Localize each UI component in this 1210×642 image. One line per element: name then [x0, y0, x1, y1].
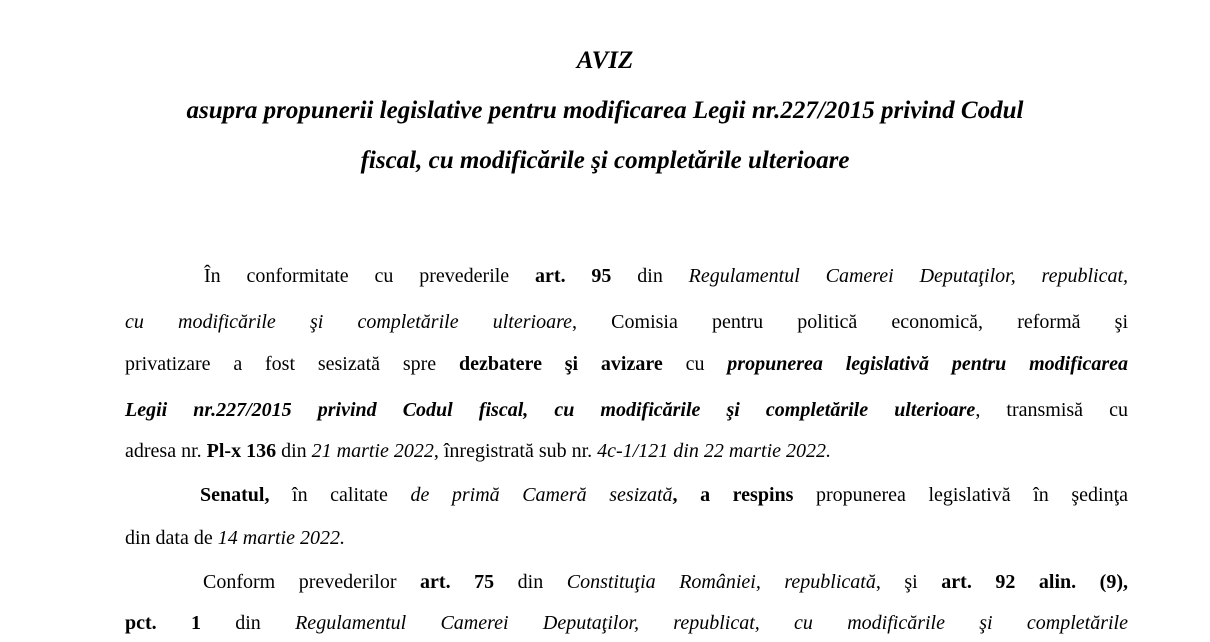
emphasis: dezbatere şi avizare: [459, 353, 663, 375]
text-segment: propunerea legislativă în şedinţa: [793, 484, 1128, 506]
text-segment: din: [200, 612, 296, 634]
text-segment: din: [276, 440, 312, 462]
text-segment: din: [494, 571, 567, 593]
text-segment: cu: [662, 353, 728, 375]
regulation-reference: cu modificările şi completările ulterioare: [125, 311, 572, 333]
emphasis: , a respins: [672, 484, 794, 506]
emphasis: Senatul,: [200, 484, 270, 506]
text-segment: din: [611, 265, 689, 287]
paragraph-1-line-5: [125, 439, 1128, 463]
date: 14 martie 2022.: [217, 527, 345, 549]
document-subtitle-line-2: fiscal, cu modificările şi completările ulterioare: [360, 147, 850, 174]
regulation-reference: Regulamentul Camerei Deputaţilor, republicat, cu modificările şi completările: [295, 612, 1128, 634]
paragraph-1-line-2: [125, 310, 1128, 334]
date: 21 martie 2022: [311, 440, 434, 462]
paragraph-2-line-2: [125, 526, 1128, 550]
paragraph-2-line-1: [200, 483, 1128, 507]
paragraph-1-line-1: [204, 264, 1128, 288]
paragraph-3-line-1: [203, 570, 1128, 594]
regulation-reference: Regulamentul Camerei Deputaţilor, republicat,: [688, 265, 1128, 287]
text-segment: Conform prevederilor: [203, 571, 421, 593]
document-title: AVIZ: [576, 47, 634, 74]
emphasis: de primă Cameră sesizată: [410, 484, 673, 506]
text-segment: , înregistrată sub nr.: [433, 440, 598, 462]
proposal-title: propunerea legislativă pentru modificarea: [727, 353, 1128, 375]
constitution-reference: Constituţia României, republicată: [566, 571, 876, 593]
article-reference: art. 95: [535, 265, 612, 287]
registration-number: 4c-1/121 din 22 martie 2022.: [597, 440, 832, 462]
text-segment: privatizare a fost sesizată spre: [125, 353, 460, 375]
article-reference: art. 92 alin. (9),: [941, 571, 1128, 593]
proposal-title: Legii nr.227/2015 privind Codul fiscal, cu modificările şi completările ulterioare: [125, 399, 976, 421]
article-reference: pct. 1: [125, 612, 201, 634]
text-segment: în calitate: [269, 484, 411, 506]
paragraph-1-line-3: [125, 352, 1128, 376]
address-number: Pl-x 136: [206, 440, 277, 462]
text-segment: În conformitate cu prevederile: [204, 265, 536, 287]
document-subtitle-line-1: asupra propunerii legislative pentru modificarea Legii nr.227/2015 privind Codul: [186, 97, 1024, 124]
text-segment: , Comisia pentru politică economică, reformă şi: [572, 311, 1129, 333]
text-segment: din data de: [125, 527, 218, 549]
text-segment: adresa nr.: [125, 440, 207, 462]
paragraph-3-line-2: [125, 611, 1128, 635]
article-reference: art. 75: [420, 571, 495, 593]
text-segment: , şi: [875, 571, 942, 593]
text-segment: , transmisă cu: [975, 399, 1129, 421]
paragraph-1-line-4: [125, 398, 1128, 422]
